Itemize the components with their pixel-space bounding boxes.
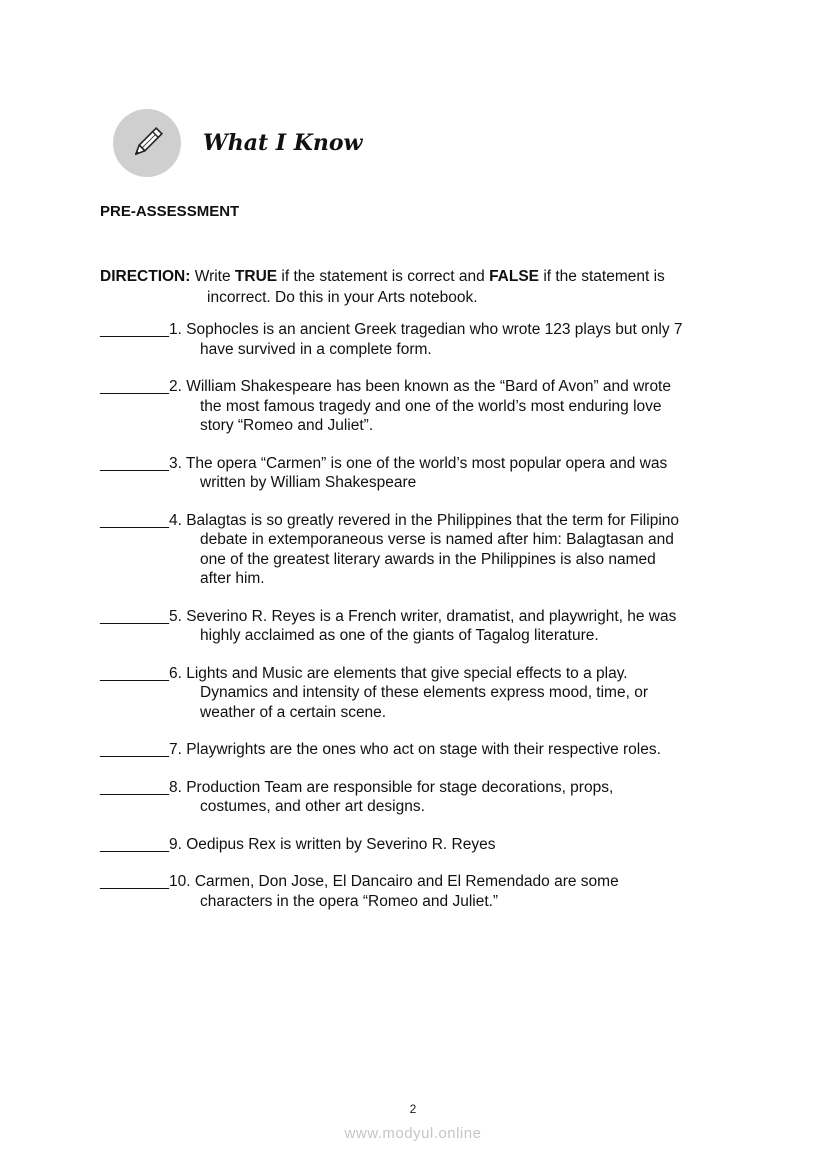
question-item <box>100 454 740 493</box>
question-continuation: weather of a certain scene. <box>200 703 387 721</box>
question-item <box>100 511 740 589</box>
question-continuation: after him. <box>200 570 265 587</box>
question-item <box>100 320 740 359</box>
question-continuation: written by William Shakespeare <box>200 474 417 491</box>
direction-label: DIRECTION: <box>100 268 191 285</box>
question-item <box>100 835 740 855</box>
question-item <box>100 664 740 723</box>
section-header <box>113 109 362 177</box>
false-keyword: FALSE <box>489 268 540 285</box>
question-item <box>100 778 740 817</box>
direction-text: if the statement is <box>539 268 665 285</box>
question-item <box>100 377 740 436</box>
question-item <box>100 740 740 760</box>
pencil-icon <box>113 109 181 177</box>
direction-text: Write <box>190 268 235 285</box>
question-continuation: characters in the opera “Romeo and Juliet.” <box>200 892 499 910</box>
direction-line-1 <box>100 266 740 287</box>
question-first-line: ________8. Production Team are responsible for stage decorations, props, <box>100 778 614 796</box>
question-continuation: story “Romeo and Juliet”. <box>200 417 374 434</box>
question-first-line: ________1. Sophocles is an ancient Greek tragedian who wrote 123 plays but only 7 <box>100 321 683 338</box>
question-continuation: one of the greatest literary awards in the Philippines is also named <box>200 550 656 568</box>
page-number: 2 <box>409 1102 417 1116</box>
direction-text: if the statement is correct and <box>277 268 490 285</box>
question-continuation: costumes, and other art designs. <box>200 798 425 815</box>
question-first-line: ________3. The opera “Carmen” is one of the world’s most popular opera and was <box>100 454 668 472</box>
question-continuation: have survived in a complete form. <box>200 340 432 358</box>
true-keyword: TRUE <box>234 268 278 285</box>
watermark: www.modyul.online <box>344 1125 482 1142</box>
question-first-line: ________5. Severino R. Reyes is a French writer, dramatist, and playwright, he was <box>100 607 677 625</box>
section-title: PRE-ASSESSMENT <box>100 203 240 220</box>
page-title: What I Know <box>203 130 363 156</box>
question-continuation: highly acclaimed as one of the giants of Tagalog literature. <box>200 627 599 644</box>
question-first-line: ________6. Lights and Music are elements that give special effects to a play. <box>100 664 628 682</box>
question-first-line: ________9. Oedipus Rex is written by Severino R. Reyes <box>100 835 496 853</box>
question-list <box>100 320 740 929</box>
direction-line-2: incorrect. Do this in your Arts notebook. <box>207 289 478 306</box>
direction-block <box>100 266 740 308</box>
question-first-line: ________2. William Shakespeare has been known as the “Bard of Avon” and wrote <box>100 378 671 395</box>
question-first-line: ________4. Balagtas is so greatly revered in the Philippines that the term for Filipino <box>100 511 680 529</box>
question-item <box>100 872 740 911</box>
question-first-line: ________10. Carmen, Don Jose, El Dancairo and El Remendado are some <box>100 873 619 890</box>
question-continuation: debate in extemporaneous verse is named after him: Balagtasan and <box>200 531 674 548</box>
question-continuation: the most famous tragedy and one of the world’s most enduring love <box>200 397 662 415</box>
question-first-line: ________7. Playwrights are the ones who act on stage with their respective roles. <box>100 741 661 758</box>
question-item <box>100 607 740 646</box>
question-continuation: Dynamics and intensity of these elements express mood, time, or <box>200 684 648 701</box>
